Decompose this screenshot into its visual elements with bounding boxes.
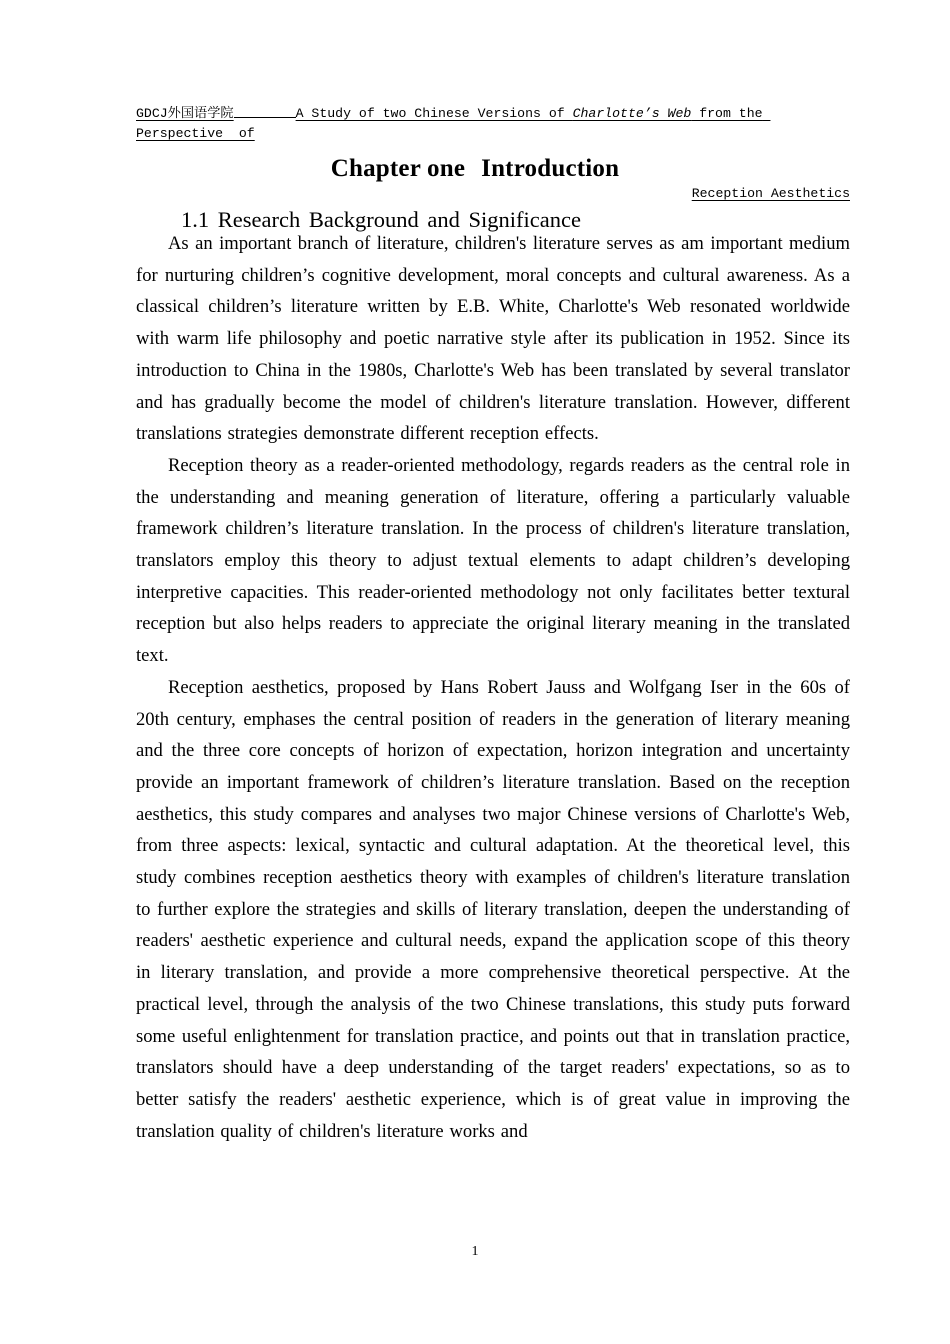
chapter-title-number: Chapter one <box>330 154 466 182</box>
running-header-title-italic: Charlotte’s Web <box>572 106 692 121</box>
running-header-organization: GDCJ外国语学院 <box>136 106 234 121</box>
running-header-spacer <box>234 102 296 118</box>
chapter-title-name: Introduction <box>481 154 620 182</box>
page-number: 1 <box>471 1244 479 1259</box>
paragraph: Reception theory as a reader-oriented methodology, regards readers as the central role in the understanding and meaning generation of literature, offering a particularly valuable framework children’s literature translation. In the process of children's literature translation, translators employ this theory to adjust textual elements to adapt children’s developing interpretive capacities. This reader-oriented methodology not only facilitates better textural reception but also helps readers to appreciate the original literary meaning in the translated text. <box>136 454 850 667</box>
paragraph: As an important branch of literature, children's literature serves as am important medium for nurturing children’s cognitive development, moral concepts and cultural awareness. As a classical children’s literature written by E.B. White, Charlotte's Web resonated worldwide with warm life philosophy and poetic narrative style after its publication in 1952. Since its introduction to China in the 1980s, Charlotte's Web has been translated by several translator and has gradually become the model of children's literature translation. However, different translations strategies demonstrate different reception effects. <box>136 233 850 445</box>
running-header-line-1 <box>136 102 850 144</box>
body-text-block <box>136 228 850 1147</box>
running-header-title-suffix: from the Perspective of <box>136 106 771 141</box>
running-header-line-2 <box>136 184 850 204</box>
running-header-title-line2: Reception Aesthetics <box>691 186 850 201</box>
section-heading-1-1: 1.1 Research Background and Significance <box>181 206 581 232</box>
chapter-title <box>0 153 950 185</box>
running-header-title-prefix: A Study of two Chinese Versions of <box>295 106 573 121</box>
paragraph: Reception aesthetics, proposed by Hans Robert Jauss and Wolfgang Iser in the 60s of 20th century, emphases the central position of readers in the generation of literary meaning and the three core concepts of horizon of expectation, horizon integration and uncertainty provide an important framework of children’s literature translation. Based on the reception aesthetics, this study compares and analyses two major Chinese versions of Charlotte's Web, from three aspects: lexical, syntactic and cultural adaptation. At the theoretical level, this study combines reception aesthetics theory with examples of children's literature translation to further explore the strategies and skills of literary translation, deepen the understanding of readers' aesthetic experience and cultural needs, expand the application scope of this theory in literary translation, and provide a more comprehensive theoretical perspective. At the practical level, through the analysis of the two Chinese translations, this study puts forward some useful enlightenment for translation practice, and points out that in translation practice, translators should have a deep understanding of the target readers' expectations, so as to better satisfy the readers' aesthetic experience, which is of great value in improving the translation quality of children's literature works and <box>136 676 850 1142</box>
